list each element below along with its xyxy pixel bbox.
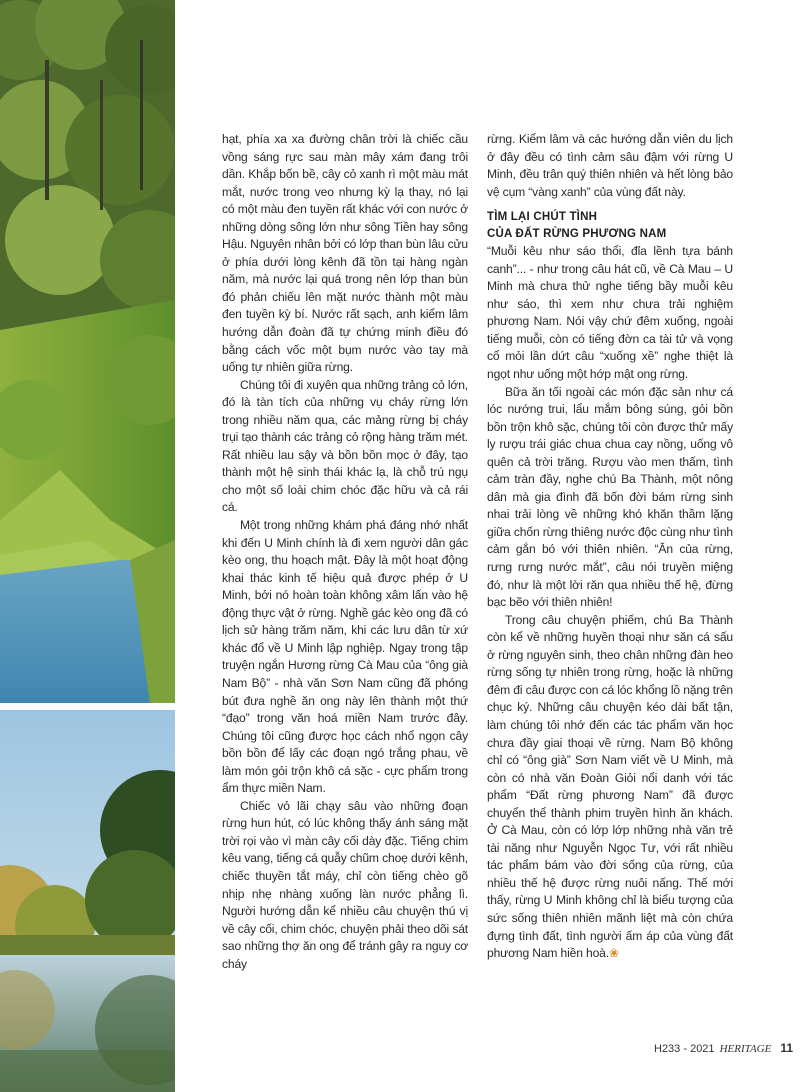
page-footer — [654, 1041, 793, 1055]
magazine-name: HERITAGE — [719, 1043, 772, 1055]
paragraph: Chúng tôi đi xuyên qua những trảng cỏ lớn, đó là tàn tích của những vụ cháy rừng lớn trong nhiều năm qua, các mảng rừng bị cháy trụi tạo thành các trảng cỏ rộng hàng trăm mét. Rất nhiều lau sậy và bồn bồn mọc ở đây, tạo thành một hệ sinh thái khác lạ, là chỗ trú ngụ cho một số loài chim chóc đặc hữu và cả rái cá. — [222, 377, 468, 515]
paragraph: rừng. Kiểm lâm và các hướng dẫn viên du lịch ở đây đều có tình cảm sâu đậm với rừng U Minh, đều trân quý thiên nhiên và hết lòng bảo vệ cụm “vàng xanh” của vùng đất này. — [487, 132, 733, 199]
forest-canal-photo-top — [0, 0, 175, 703]
paragraph: Một trong những khám phá đáng nhớ nhất khi đến U Minh chính là đi xem người dân gác kèo ong, thu hoạch mật. Đây là một hoạt động khai thác kinh tế hiệu quả được phép ở U Minh, bởi nó hoàn toàn không xâm lấn vào hệ động thực vật ở rừng. Nghề gác kèo ong đã có lịch sử hàng trăm năm, khi các lưu dân từ xứ khác đổ về U Minh lập nghiệp. Ngay trong tập truyện ngắn Hương rừng Cà Mau của “ông già Nam Bộ” - nhà văn Sơn Nam cũng đã phóng bút đưa nghề ăn ong này lên thành một thứ “đạo” trong văn hoá miền Nam trước đây. Chúng tôi cũng được học cách nhổ ngọn cây bồn bồn để lấy các đoạn ngó trắng phau, về làm món gỏi trộn khô cá sặc - cực phẩm trong ẩm thực miền Nam. — [222, 518, 468, 796]
final-paragraph-text: Trong câu chuyện phiếm, chú Ba Thành còn kể về những huyền thoại như săn cá sấu ở rừng nguyên sinh, theo chân những đàn heo rừng sống tự nhiên trong rừng, hoặc là những đêm đi câu được con cá lóc khổng lồ nặng trên chục ký. Những câu chuyện kéo dài bất tận, làm chúng tôi nhớ đến các tác phẩm văn học chưa đầy giai thoại về rừng. Nam Bộ không chỉ có “ông già” Sơn Nam viết về U Minh, mà còn có nhà văn Đoàn Giỏi nổi danh với tác phẩm “Đất rừng phương Nam” đã được chuyển thể thành phim truyền hình ăn khách. Ở Cà Mau, còn có lớp lớp những nhà văn trẻ tài năng như Nguyễn Ngọc Tư, với rất nhiều tác phẩm bám vào đời sống của rừng, của nhiều thế hệ được rừng nuôi nấng. Thế mới thấy, rừng U Minh không chỉ là biểu tượng của sức sống thiên nhiên mãnh liệt mà còn chứa đựng tình đất, tình người ấm áp của vùng đất phương Nam hiền hoà. — [487, 612, 733, 961]
article-column-right — [487, 131, 733, 963]
river-photo-bottom — [0, 710, 175, 1092]
paragraph: “Muỗi kêu như sáo thổi, đỉa lềnh tựa bánh canh”... - như trong câu hát cũ, về Cà Mau – U Minh mà chưa thử nghe tiếng bầy muỗi kêu như sáo, thì xem như chưa trải nghiệm phương Nam. Nói vậy chứ đêm xuống, ngoài tiếng muỗi, còn có tiếng đờn ca tài tử và vọng cổ mỏi lần dứt câu “xuống xề” nghe thiệt là ngọt như uống một hớp mật ong rừng. — [487, 244, 733, 382]
page-number: 11 — [780, 1041, 794, 1055]
leaf-end-mark-icon: ❀ — [608, 946, 619, 961]
section-heading-line2: CỦA ĐẤT RỪNG PHƯƠNG NAM — [487, 228, 667, 241]
article-column-left — [222, 131, 468, 973]
section-heading — [487, 209, 733, 243]
section-heading-line1: TÌM LẠI CHÚT TÌNH — [487, 211, 598, 224]
paragraph: hạt, phía xa xa đường chân trời là chiếc cầu vồng sáng rực sau màn mây xám đang trôi dần. Khắp bốn bề, cây cỏ xanh rì một màu mát mắt, nước trong veo nhưng kỳ lạ thay, nó lại có một màu đen tuyền rất khác với con nước ở những dòng sông lớn như sông Tiền hay sông Hậu. Nguyên nhân bởi có lớp than bùn lâu cửu ở phía dưới lòng kênh đã tồn tại hàng ngàn năm, mà nước lại quá trong nên lớp than bùn đó phản chiếu lên mặt nước thành một màu đen tuyền kỳ bí. Nước rất sạch, anh kiểm lâm hướng dẫn đoàn đã tự chứng minh điều đó bằng cách vốc một bụm nước vào tay mà uống tự nhiên giữa rừng. — [222, 132, 468, 375]
issue-label: H233 - 2021 — [654, 1043, 715, 1055]
paragraph: Bữa ăn tối ngoài các món đặc sản như cá lóc nướng trui, lẩu mắm bông súng, gỏi bồn bồn trộn khô sặc, chúng tôi còn được thử mấy ly rượu trái giác chua chua cay nồng, uống vô quên cả trời trăng. Rượu vào men thấm, tình cảm tràn đầy, nghe chú Ba Thành, một nông dân mà gia đình đã bốn đời bám rừng sinh nhai trải lòng về những khó khăn thầm lặng giữa chốn rừng thiêng nước độc cùng như tình cảm gắn bó với thiên nhiên. “Ăn của rừng, rưng rưng nước mắt”, câu nói truyền miệng đó, như là một lời răn qua nhiều thế hệ, đừng bạc bẽo với thiên nhiên! — [487, 384, 733, 610]
paragraph-final — [487, 612, 733, 963]
paragraph: Chiếc vỏ lãi chạy sâu vào những đoạn rừng hun hút, có lúc không thấy ánh sáng mặt trời rọi vào vì màn cây cối dày đặc. Tiếng chim kêu vang, tiếng cá quẫy chũm choẹ dưới kênh, chiếc thuyền tắt máy, chỉ còn tiếng chèo gõ nhịp nhẹ nhàng xuống làn nước phẳng lì. Người hướng dẫn kể nhiều câu chuyện thú vị về cây cối, chim chóc, chuyện phải theo dõi sát sao những thợ ăn ong để tránh gây ra nguy cơ cháy — [222, 798, 468, 971]
